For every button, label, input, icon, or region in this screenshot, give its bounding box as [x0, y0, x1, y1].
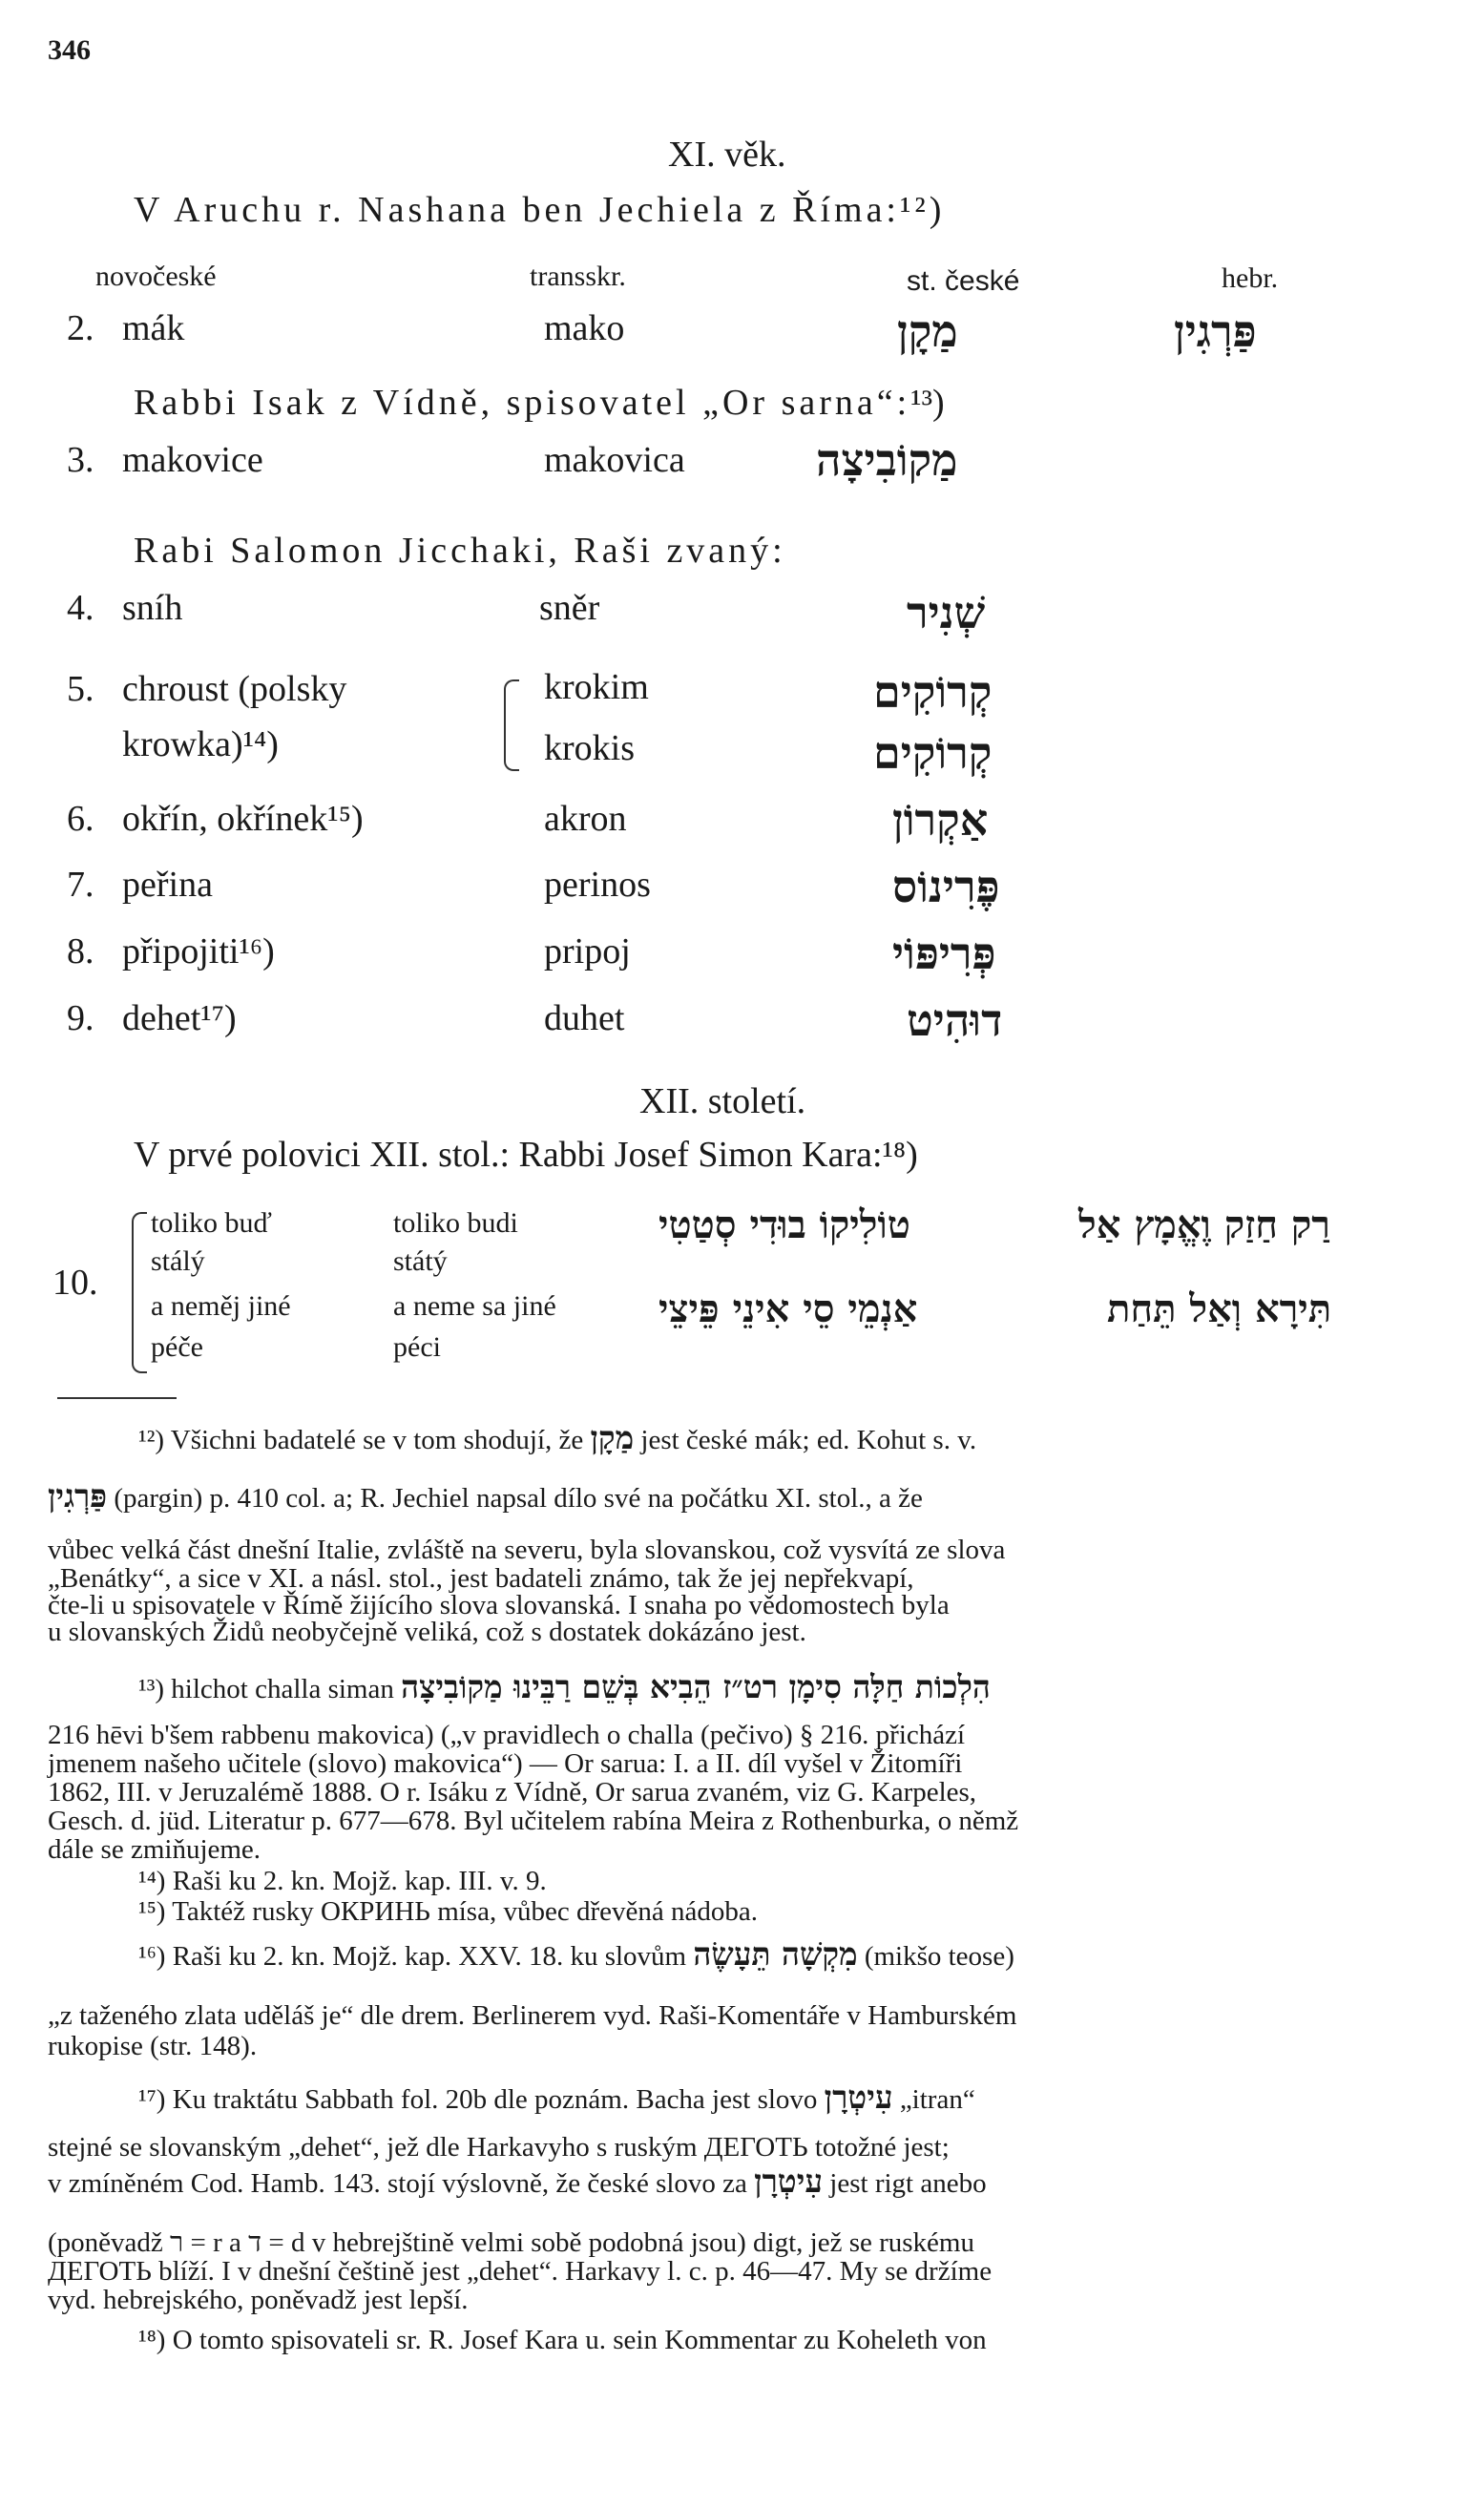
footnote-13-hebrew: הִלְכוֹת חַלָּה סִימָן רט״ז הֵבִיא בְּשֵׁם רַבֵּינוּ מַקוֹבִיצָה	[401, 1668, 991, 1705]
footnote-13-text-a: ¹³) hilchot challa siman	[138, 1674, 394, 1704]
row-10-hebrew-mid-1: טוֹלִיקוֹ בוּדִי סְטַטִי	[658, 1202, 910, 1247]
row-5-hebrew-2: קְרוֹקִים	[873, 727, 993, 779]
footnote-17-line-3	[48, 2163, 987, 2201]
row-10-czech-2: stálý	[151, 1245, 205, 1277]
row-8-transcription: pripoj	[544, 931, 631, 972]
footnote-ref-12: ¹²)	[900, 190, 946, 230]
row-5-transcription-2: krokis	[544, 728, 635, 768]
footnote-12-line-2	[48, 1477, 923, 1515]
footnote-16-text-a: ¹⁶) Raši ku 2. kn. Mojž. kap. XXV. 18. ku slovům	[138, 1941, 687, 1972]
footnote-16-line-1	[138, 1935, 1014, 1974]
footnote-16-line-2: „z taženého zlata uděláš je“ dle drem. Berlinerem vyd. Raši-Komentáře v Hamburském	[48, 2000, 1017, 2031]
footnote-13-line-3: jmenem našeho učitele (slovo) makovica“) — Or sarua: I. a II. díl vyšel v Žitomíři	[48, 1748, 963, 1779]
footnote-16-line-3: rukopise (str. 148).	[48, 2031, 258, 2061]
row-3-transcription: makovica	[544, 440, 685, 480]
footnote-13-line-6: dále se zmiňujeme.	[48, 1834, 261, 1865]
row-5-brace	[504, 679, 519, 771]
row-10-transcription-3: a neme sa jiné	[393, 1290, 556, 1322]
column-header-old-czech: st. české	[907, 265, 1020, 297]
row-10-transcription-1: toliko budi	[393, 1207, 518, 1239]
row-10-hebrew-mid-2: אַנְמֵי סֵי אִינֵי פֵּיצֵי	[658, 1286, 918, 1331]
footnote-12-text-a: ¹²) Všichni badatelé se v tom shodují, že	[138, 1425, 584, 1455]
row-2-hebrew: מַקָן	[897, 305, 958, 357]
row-5-number: 5.	[67, 669, 94, 709]
intro-isak	[134, 382, 945, 424]
row-6-number: 6.	[67, 799, 94, 839]
row-3-number: 3.	[67, 440, 94, 480]
row-6-word	[122, 798, 364, 840]
row-6-hebrew: אַקְרוֹן	[892, 794, 989, 846]
row-8-hebrew: פְּרִיפּוֹי	[892, 928, 996, 979]
footnote-13-line-2: 216 hēvi b'šem rabbenu makovica) („v pravidlech o challa (pečivo) § 216. přichází	[48, 1720, 966, 1750]
intro-aruch	[134, 189, 945, 231]
footnote-12-hebrew: מַקָן	[590, 1419, 635, 1456]
row-7-number: 7.	[67, 865, 94, 905]
row-3-hebrew: מַקוֹבִיצָה	[816, 434, 958, 486]
footnote-14: ¹⁴) Raši ku 2. kn. Mojž. kap. III. v. 9.	[138, 1866, 547, 1896]
row-9-word-text: dehet	[122, 998, 201, 1038]
column-header-hebrew: hebr.	[1222, 262, 1279, 294]
row-10-brace	[132, 1212, 147, 1373]
row-10-number: 10.	[52, 1263, 98, 1303]
row-4-transcription: sněr	[539, 588, 600, 628]
row-4-word: sníh	[122, 588, 183, 628]
footnote-ref-13: ¹³)	[910, 383, 945, 423]
page-number: 346	[48, 34, 91, 66]
intro-isak-text: Rabbi Isak z Vídně, spisovatel „Or sarna“:	[134, 383, 911, 423]
footnote-17-text-a: ¹⁷) Ku traktátu Sabbath fol. 20b dle poznám. Bacha jest slovo	[138, 2084, 818, 2115]
footnote-ref-17: ¹⁷)	[200, 998, 237, 1038]
row-8-word-text: připojiti	[122, 931, 240, 972]
row-10-transcription-2: státý	[393, 1245, 448, 1277]
footnote-17-line-1	[138, 2079, 975, 2117]
footnote-17-text-3a: v zmíněném Cod. Hamb. 143. stojí výslovně, že české slovo za	[48, 2168, 747, 2199]
footnote-12-line-3: vůbec velká část dnešní Italie, zvláště na severu, byla slovanskou, což vysvítá ze slova	[48, 1535, 1006, 1565]
footnote-17-hebrew-2: עִיטְרָן	[754, 2163, 824, 2200]
footnote-16-text-b: (mikšo teose)	[864, 1941, 1014, 1972]
row-10-czech-4: péče	[151, 1331, 203, 1363]
column-header-transcription: transskr.	[530, 261, 626, 292]
footnote-ref-16: ¹⁶)	[239, 931, 275, 972]
footnote-12-text-2: (pargin) p. 410 col. a; R. Jechiel napsal dílo své na počátku XI. stol., a že	[114, 1483, 923, 1514]
intro-rasi: Rabi Salomon Jicchaki, Raši zvaný:	[134, 531, 786, 571]
footnote-12-line-6: u slovanských Židů neobyčejně veliká, což s dostatek dokázáno jest.	[48, 1617, 806, 1647]
row-9-word	[122, 997, 237, 1039]
row-6-transcription: akron	[544, 799, 627, 839]
footnote-12-text-b: jest české mák; ed. Kohut s. v.	[640, 1425, 977, 1455]
row-7-transcription: perinos	[544, 865, 651, 905]
row-8-number: 8.	[67, 931, 94, 972]
footnote-12-line-4: „Benátky“, a sice v XI. a násl. stol., jest badateli známo, tak že jej nepřekvapí,	[48, 1563, 914, 1594]
row-9-hebrew: דוּהִיט	[907, 994, 1003, 1046]
row-7-hebrew: פֶּרִינוֹס	[892, 861, 1000, 912]
row-5-word-cont	[122, 723, 279, 765]
footnote-17-line-6: vyd. hebrejského, poněvadž jest lepší.	[48, 2285, 469, 2315]
footnote-17-text-3b: jest rigt anebo	[829, 2168, 987, 2199]
footnote-17-hebrew: עִיטְרָן	[824, 2079, 893, 2116]
footnote-13-line-5: Gesch. d. jüd. Literatur p. 677—678. Byl učitelem rabína Meira z Rothenburka, o němž	[48, 1806, 1019, 1836]
row-8-word	[122, 930, 275, 972]
row-5-transcription-1: krokim	[544, 667, 649, 707]
row-4-number: 4.	[67, 588, 94, 628]
row-9-transcription: duhet	[544, 998, 625, 1038]
intro-aruch-text: V Aruchu r. Nashana ben Jechiela z Říma:	[134, 190, 900, 230]
footnote-13-line-1	[138, 1668, 991, 1706]
row-5-word-line2: krowka)	[122, 724, 243, 764]
century-heading: XI. věk.	[668, 135, 786, 175]
century-heading-xii: XII. století.	[639, 1081, 806, 1121]
row-9-number: 9.	[67, 998, 94, 1038]
row-10-czech-1: toliko buď	[151, 1207, 272, 1239]
footnote-17-line-4: (poněvadž ר = r a ד = d v hebrejštině velmi sobě podobná jsou) digt, jež se ruskému	[48, 2227, 974, 2258]
row-10-transcription-4: péci	[393, 1331, 441, 1363]
footnote-ref-18: ¹⁸)	[882, 1135, 918, 1175]
footnote-18: ¹⁸) O tomto spisovateli sr. R. Josef Kara u. sein Kommentar zu Koheleth von	[138, 2325, 987, 2355]
column-header-modern-czech: novočeské	[95, 261, 217, 292]
row-2-transcription: mako	[544, 308, 625, 348]
footnote-17-line-2: stejné se slovanským „dehet“, jež dle Harkavyho s ruským ДЕГОТЬ totožné jest;	[48, 2132, 950, 2163]
row-2-number: 2.	[67, 308, 94, 348]
row-2-hebrew-alt: פַּרְגִין	[1174, 305, 1257, 357]
intro-kara	[134, 1134, 918, 1176]
footnote-ref-15: ¹⁵)	[327, 799, 364, 839]
row-5-hebrew-1: קְרוֹקִים	[873, 666, 993, 718]
row-10-hebrew-right-1: רַק חַזַק וֶאֱמָץ אַל	[1078, 1202, 1330, 1247]
footnote-12-line-1	[138, 1419, 976, 1457]
footnote-13-line-4: 1862, III. v Jeruzalémě 1888. O r. Isáku z Vídně, Or sarua zvaném, viz G. Karpeles,	[48, 1777, 977, 1808]
row-5-word: chroust (polsky	[122, 669, 347, 709]
footnote-separator	[57, 1397, 177, 1399]
row-10-hebrew-right-2: תִּירָא וְאַל תֵּחַת	[1107, 1286, 1332, 1331]
row-10-czech-3: a neměj jiné	[151, 1290, 291, 1322]
footnote-ref-14: ¹⁴)	[242, 724, 279, 764]
footnote-12-hebrew-2: פַּרְגִין	[48, 1477, 108, 1515]
footnote-17-line-5: ДЕГОТЬ blíží. I v dnešní češtině jest „dehet“. Harkavy l. c. p. 46—47. My se držíme	[48, 2256, 993, 2287]
row-7-word: peřina	[122, 865, 213, 905]
row-3-word: makovice	[122, 440, 263, 480]
footnote-16-hebrew: מִקְשָׁה תֵּעָשֶׂה	[693, 1935, 858, 1973]
footnote-17-text-b: „itran“	[899, 2084, 975, 2115]
footnote-15: ¹⁵) Taktéž rusky ОКРИНЬ mísa, vůbec dřevěná nádoba.	[138, 1896, 758, 1927]
row-2-word: mák	[122, 308, 185, 348]
intro-kara-text: V prvé polovici XII. stol.: Rabbi Josef Simon Kara:	[134, 1135, 883, 1175]
row-6-word-text: okřín, okřínek	[122, 799, 328, 839]
footnote-12-line-5: čte-li u spisovatele v Římě žijícího slova slovanská. I snaha po vědomostech byla	[48, 1590, 950, 1620]
row-4-hebrew: שְׁנִיר	[907, 587, 986, 638]
